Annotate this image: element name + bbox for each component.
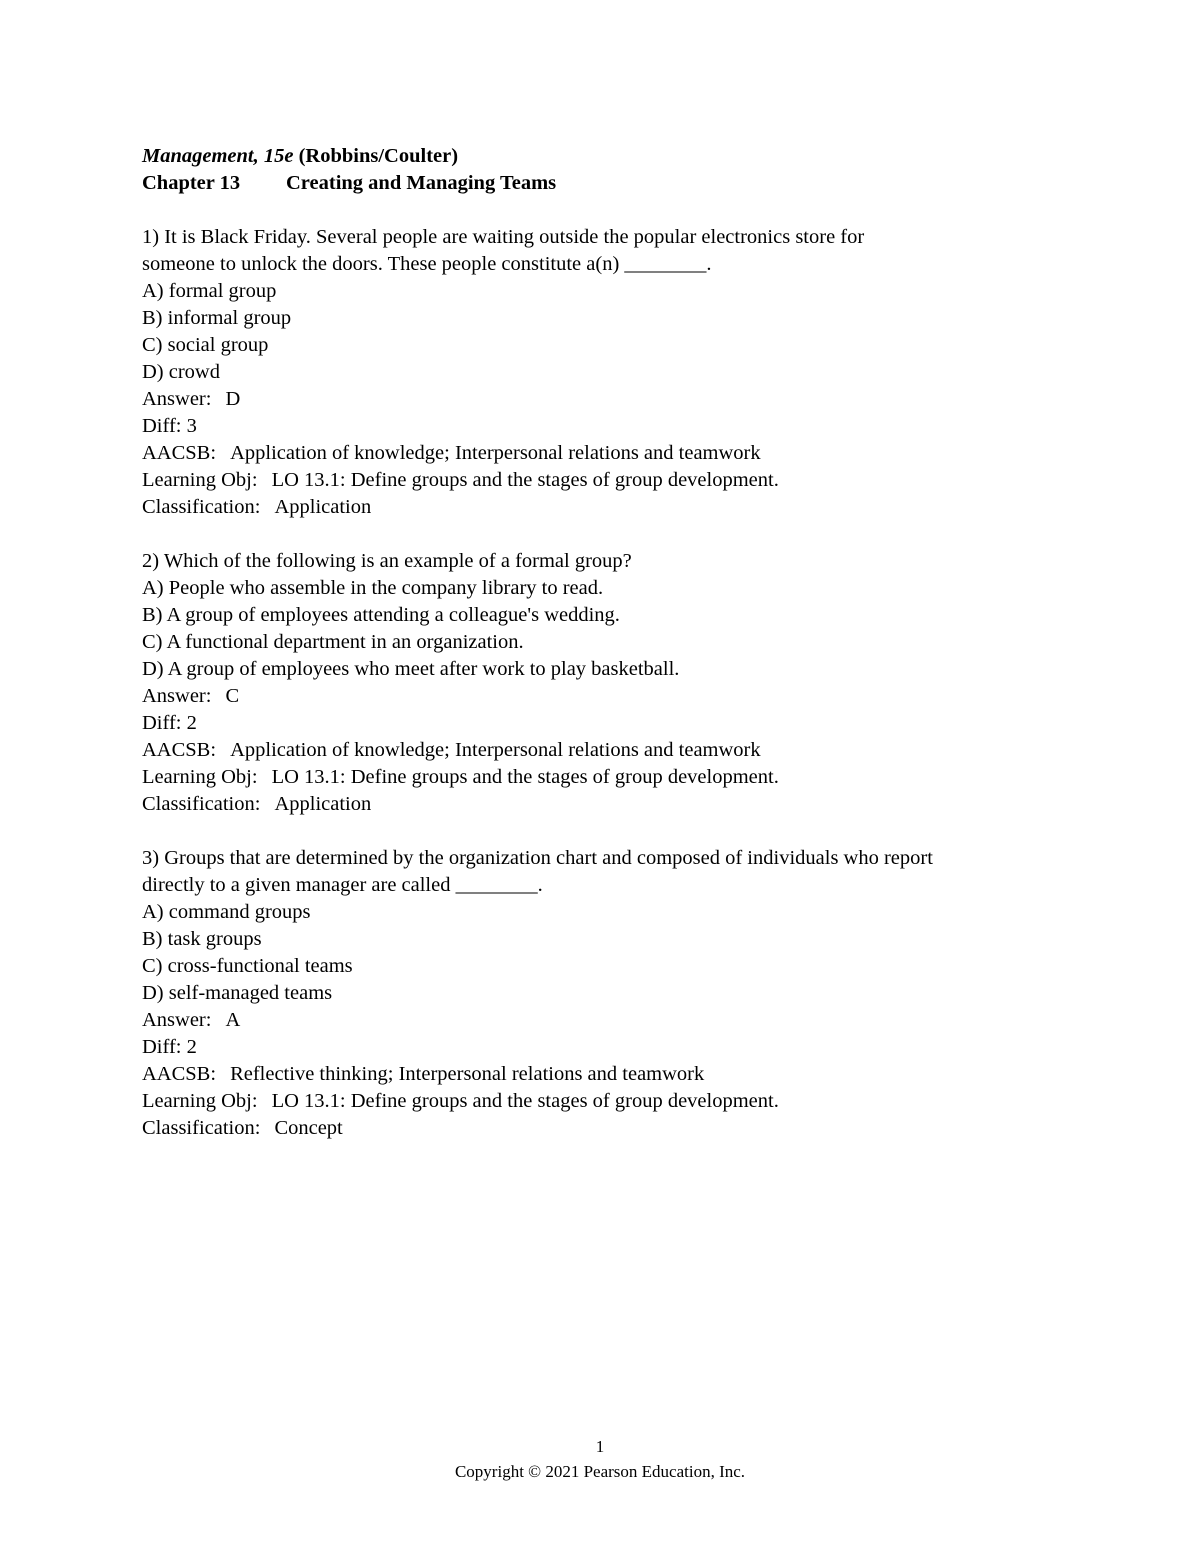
question-2 bbox=[142, 548, 1102, 818]
learning-obj-value: LO 13.1: Define groups and the stages of group development. bbox=[271, 1090, 779, 1112]
learning-obj-line bbox=[142, 764, 1102, 791]
classification-value: Application bbox=[274, 793, 372, 815]
chapter-heading bbox=[142, 170, 1102, 197]
answer-label: Answer: bbox=[142, 1009, 212, 1031]
answer-value: A bbox=[225, 1009, 241, 1031]
chapter-title: Creating and Managing Teams bbox=[286, 172, 557, 194]
learning-obj-value: LO 13.1: Define groups and the stages of group development. bbox=[271, 766, 779, 788]
copyright-notice: Copyright © 2021 Pearson Education, Inc. bbox=[454, 1462, 746, 1481]
classification-value: Concept bbox=[274, 1117, 343, 1139]
question-stem-line: 1) It is Black Friday. Several people are waiting outside the popular electronics store for bbox=[142, 226, 865, 248]
answer-option: A) command groups bbox=[142, 901, 311, 923]
learning-obj-label: Learning Obj: bbox=[142, 766, 258, 788]
aacsb-value: Application of knowledge; Interpersonal relations and teamwork bbox=[230, 442, 761, 464]
answer-option: B) informal group bbox=[142, 307, 292, 329]
difficulty: Diff: 2 bbox=[142, 1036, 197, 1058]
book-title: Management, 15e bbox=[142, 145, 294, 167]
chapter-number: Chapter 13 bbox=[142, 172, 241, 194]
answer-option: D) A group of employees who meet after work to play basketball. bbox=[142, 658, 680, 680]
page-number: 1 bbox=[595, 1437, 605, 1456]
answer-option: C) social group bbox=[142, 334, 269, 356]
question-3 bbox=[142, 845, 1102, 1142]
classification-line bbox=[142, 494, 1102, 521]
question-stem-line: directly to a given manager are called ________. bbox=[142, 874, 543, 896]
learning-obj-label: Learning Obj: bbox=[142, 1090, 258, 1112]
aacsb-line bbox=[142, 440, 1102, 467]
question-stem-line: 3) Groups that are determined by the organization chart and composed of individuals who report bbox=[142, 847, 933, 869]
learning-obj-label: Learning Obj: bbox=[142, 469, 258, 491]
answer-option: B) task groups bbox=[142, 928, 262, 950]
aacsb-label: AACSB: bbox=[142, 1063, 217, 1085]
question-stem-line: someone to unlock the doors. These people constitute a(n) ________. bbox=[142, 253, 712, 275]
classification-label: Classification: bbox=[142, 1117, 261, 1139]
answer-value: D bbox=[225, 388, 241, 410]
difficulty: Diff: 2 bbox=[142, 712, 197, 734]
answer-option: C) A functional department in an organization. bbox=[142, 631, 524, 653]
answer-option: B) A group of employees attending a colleague's wedding. bbox=[142, 604, 620, 626]
answer-label: Answer: bbox=[142, 388, 212, 410]
answer-label: Answer: bbox=[142, 685, 212, 707]
aacsb-value: Application of knowledge; Interpersonal relations and teamwork bbox=[230, 739, 761, 761]
aacsb-label: AACSB: bbox=[142, 739, 217, 761]
aacsb-line bbox=[142, 1061, 1102, 1088]
page-content bbox=[142, 143, 1102, 1142]
answer-line bbox=[142, 1007, 1102, 1034]
answer-option: A) formal group bbox=[142, 280, 277, 302]
question-stem-line: 2) Which of the following is an example of a formal group? bbox=[142, 550, 632, 572]
classification-line bbox=[142, 1115, 1102, 1142]
aacsb-value: Reflective thinking; Interpersonal relations and teamwork bbox=[230, 1063, 705, 1085]
classification-value: Application bbox=[274, 496, 372, 518]
answer-option: A) People who assemble in the company library to read. bbox=[142, 577, 604, 599]
question-1 bbox=[142, 224, 1102, 521]
answer-option: D) self-managed teams bbox=[142, 982, 333, 1004]
book-title-line bbox=[142, 143, 1102, 170]
answer-option: D) crowd bbox=[142, 361, 220, 383]
aacsb-label: AACSB: bbox=[142, 442, 217, 464]
classification-label: Classification: bbox=[142, 793, 261, 815]
answer-line bbox=[142, 386, 1102, 413]
answer-value: C bbox=[225, 685, 240, 707]
classification-line bbox=[142, 791, 1102, 818]
learning-obj-line bbox=[142, 467, 1102, 494]
answer-line bbox=[142, 683, 1102, 710]
book-authors: (Robbins/Coulter) bbox=[298, 145, 459, 167]
classification-label: Classification: bbox=[142, 496, 261, 518]
difficulty: Diff: 3 bbox=[142, 415, 197, 437]
answer-option: C) cross-functional teams bbox=[142, 955, 353, 977]
learning-obj-value: LO 13.1: Define groups and the stages of group development. bbox=[271, 469, 779, 491]
learning-obj-line bbox=[142, 1088, 1102, 1115]
aacsb-line bbox=[142, 737, 1102, 764]
